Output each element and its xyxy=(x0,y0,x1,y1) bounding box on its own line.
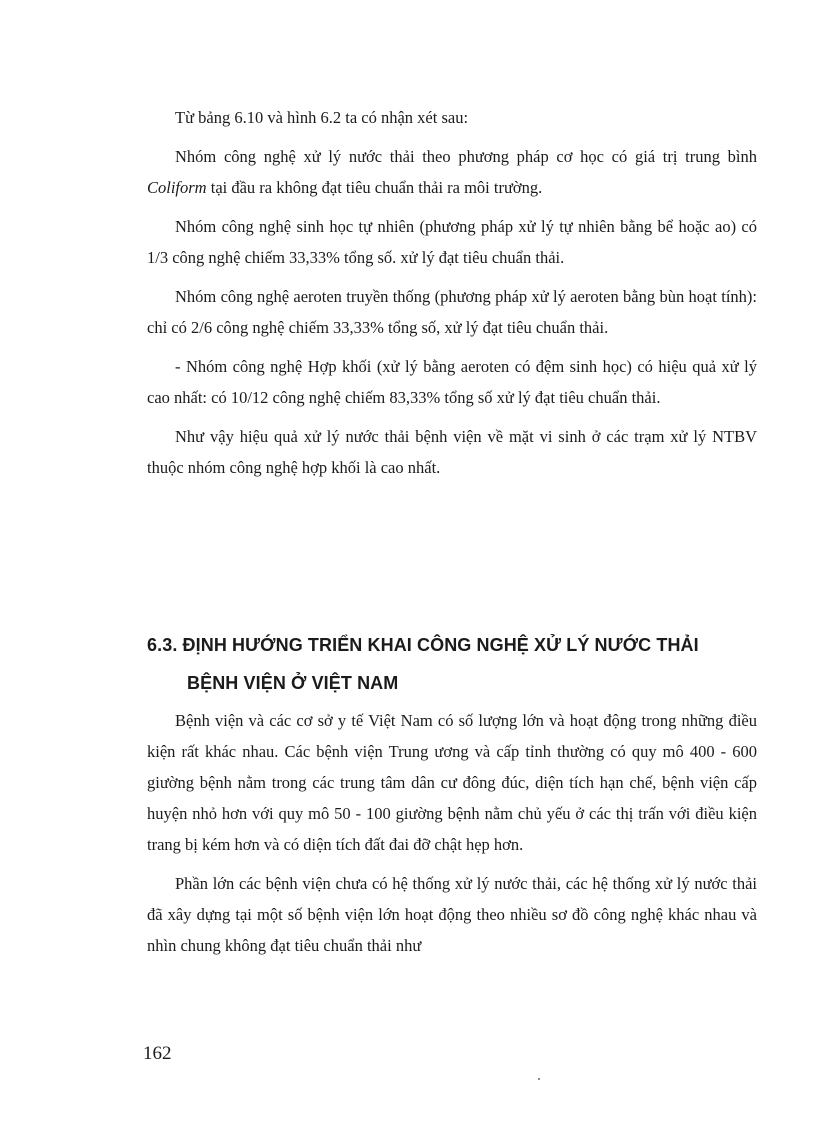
paragraph-combined-group: - Nhóm công nghệ Hợp khối (xử lý bằng aeroten có đệm sinh học) có hiệu quả xử lý cao nhất: có 10/12 công nghệ chiếm 83,33% tổng số xử lý đạt tiêu chuẩn thải. xyxy=(147,357,757,407)
paragraph-mechanical-after: tại đầu ra không đạt tiêu chuẩn thải ra môi trường. xyxy=(206,178,543,197)
section-heading xyxy=(147,626,767,702)
coliform-term: Coliform xyxy=(147,178,207,197)
body-text-top xyxy=(147,102,757,491)
paragraph-intro: Từ bảng 6.10 và hình 6.2 ta có nhận xét sau: xyxy=(175,108,469,127)
paragraph-treatment-status: Phần lớn các bệnh viện chưa có hệ thống xử lý nước thải, các hệ thống xử lý nước thải đã xây dựng tại một số bệnh viện lớn hoạt động theo nhiều sơ đồ công nghệ khác nhau và nhìn chung không đạt tiêu chuẩn thải như xyxy=(147,874,757,955)
section-heading-line-2: BỆNH VIỆN Ở VIỆT NAM xyxy=(187,673,399,693)
paragraph-mechanical-group xyxy=(147,141,757,203)
scan-speck xyxy=(538,1078,540,1080)
page-number: 162 xyxy=(143,1043,172,1064)
paragraph-natural-bio-group: Nhóm công nghệ sinh học tự nhiên (phương pháp xử lý tự nhiên bằng bể hoặc ao) có 1/3 công nghệ chiếm 33,33% tổng số. xử lý đạt tiêu chuẩn thải. xyxy=(147,217,757,267)
section-heading-line-1: 6.3. ĐỊNH HƯỚNG TRIỂN KHAI CÔNG NGHỆ XỬ LÝ NƯỚC THẢI xyxy=(147,635,699,655)
paragraph-conclusion: Như vậy hiệu quả xử lý nước thải bệnh viện về mặt vi sinh ở các trạm xử lý NTBV thuộc nhóm công nghệ hợp khối là cao nhất. xyxy=(147,427,757,477)
body-text-bottom xyxy=(147,705,757,969)
paragraph-hospital-overview: Bệnh viện và các cơ sở y tế Việt Nam có số lượng lớn và hoạt động trong những điều kiện rất khác nhau. Các bệnh viện Trung ương và cấp tỉnh thường có quy mô 400 - 600 giường bệnh nằm trong các trung tâm dân cư đông đúc, diện tích hạn chế, bệnh viện cấp huyện nhỏ hơn với quy mô 50 - 100 giường bệnh nằm chủ yếu ở các thị trấn với điều kiện trang bị kém hơn và có diện tích đất đai đỡ chật hẹp hơn. xyxy=(147,711,757,854)
paragraph-mechanical-before: Nhóm công nghệ xử lý nước thải theo phương pháp cơ học có giá trị trung bình xyxy=(175,147,757,166)
paragraph-aeroten-group: Nhóm công nghệ aeroten truyền thống (phương pháp xử lý aeroten bằng bùn hoạt tính): chỉ có 2/6 công nghệ chiếm 33,33% tổng số, xử lý đạt tiêu chuẩn thải. xyxy=(147,287,757,337)
